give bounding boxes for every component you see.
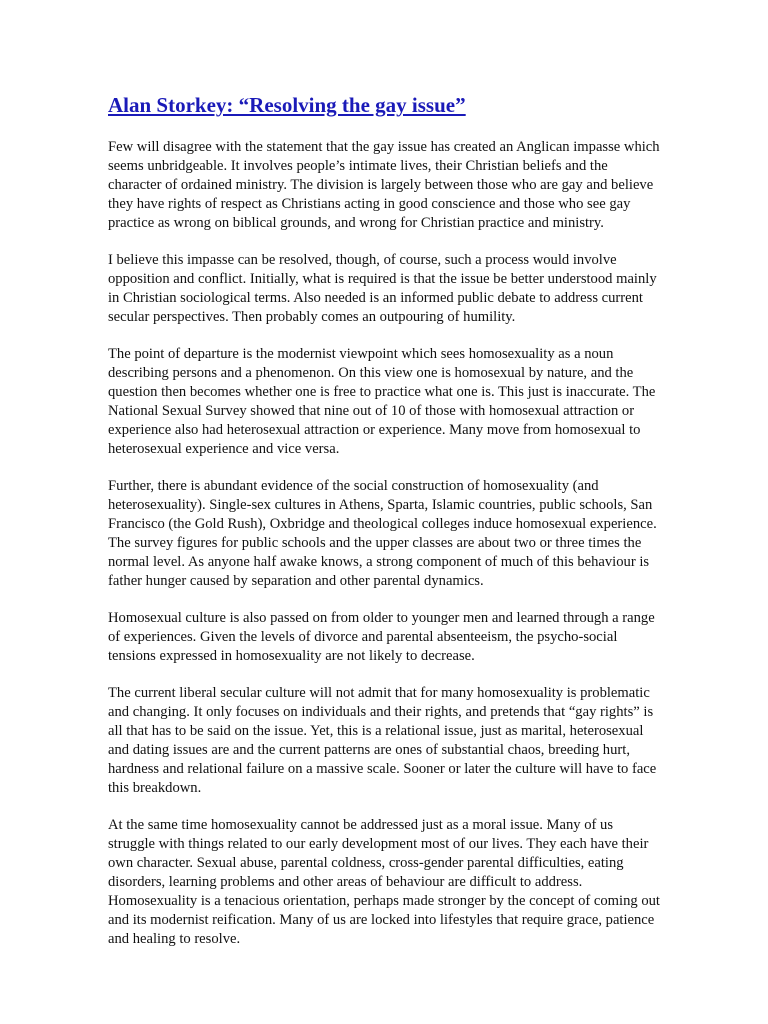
- document-page: [108, 92, 660, 967]
- paragraph-1: Few will disagree with the statement that the gay issue has created an Anglican impasse which seems unbridgeable. It involves people’s intimate lives, their Christian beliefs and the character of ordained ministry. The division is largely between those who are gay and believe they have rights of respect as Christians acting in good conscience and those who see gay practice as wrong on biblical grounds, and wrong for Christian practice and ministry.: [108, 139, 660, 231]
- paragraph-7: At the same time homosexuality cannot be addressed just as a moral issue. Many of us struggle with things related to our early development most of our lives. They each have their own character. Sexual abuse, parental coldness, cross-gender parental difficulties, eating disorders, learning problems and other areas of behaviour are difficult to address. Homosexuality is a tenacious orientation, perhaps made stronger by the concept of coming out and its modernist reification. Many of us are locked into lifestyles that require grace, patience and healing to resolve.: [108, 817, 660, 947]
- paragraph-5: Homosexual culture is also passed on from older to younger men and learned through a range of experiences. Given the levels of divorce and parental absenteeism, the psycho-social tensions expressed in homosexuality are not likely to decrease.: [108, 610, 655, 664]
- paragraph-4: Further, there is abundant evidence of the social construction of homosexuality (and heterosexuality). Single-sex cultures in Athens, Sparta, Islamic countries, public schools, San Francisco (the Gold Rush), Oxbridge and theological colleges induce homosexual experience. The survey figures for public schools and the upper classes are about two or three times the normal level. As anyone half awake knows, a strong component of much of this behaviour is father hunger caused by separation and other parental dynamics.: [108, 478, 657, 589]
- paragraph-2: I believe this impasse can be resolved, though, of course, such a process would involve opposition and conflict. Initially, what is required is that the issue be better understood mainly in Christian sociological terms. Also needed is an informed public debate to address current secular perspectives. Then probably comes an outpouring of humility.: [108, 252, 657, 325]
- paragraph-3: The point of departure is the modernist viewpoint which sees homosexuality as a noun describing persons and a phenomenon. On this view one is homosexual by nature, and the question then becomes whether one is free to practice what one is. This just is inaccurate. The National Sexual Survey showed that nine out of 10 of those with homosexual attraction or experience also had heterosexual attraction or experience. Many move from homosexual to heterosexual experience and vice versa.: [108, 346, 656, 457]
- article-title: [108, 92, 660, 118]
- article-title-link[interactable]: Alan Storkey: “Resolving the gay issue”: [108, 93, 466, 117]
- paragraph-6: The current liberal secular culture will not admit that for many homosexuality is problematic and changing. It only focuses on individuals and their rights, and pretends that “gay rights” is all that has to be said on the issue. Yet, this is a relational issue, just as marital, heterosexual and dating issues are and the current patterns are ones of substantial chaos, breeding hurt, hardness and relational failure on a massive scale. Sooner or later the culture will have to face this breakdown.: [108, 685, 657, 796]
